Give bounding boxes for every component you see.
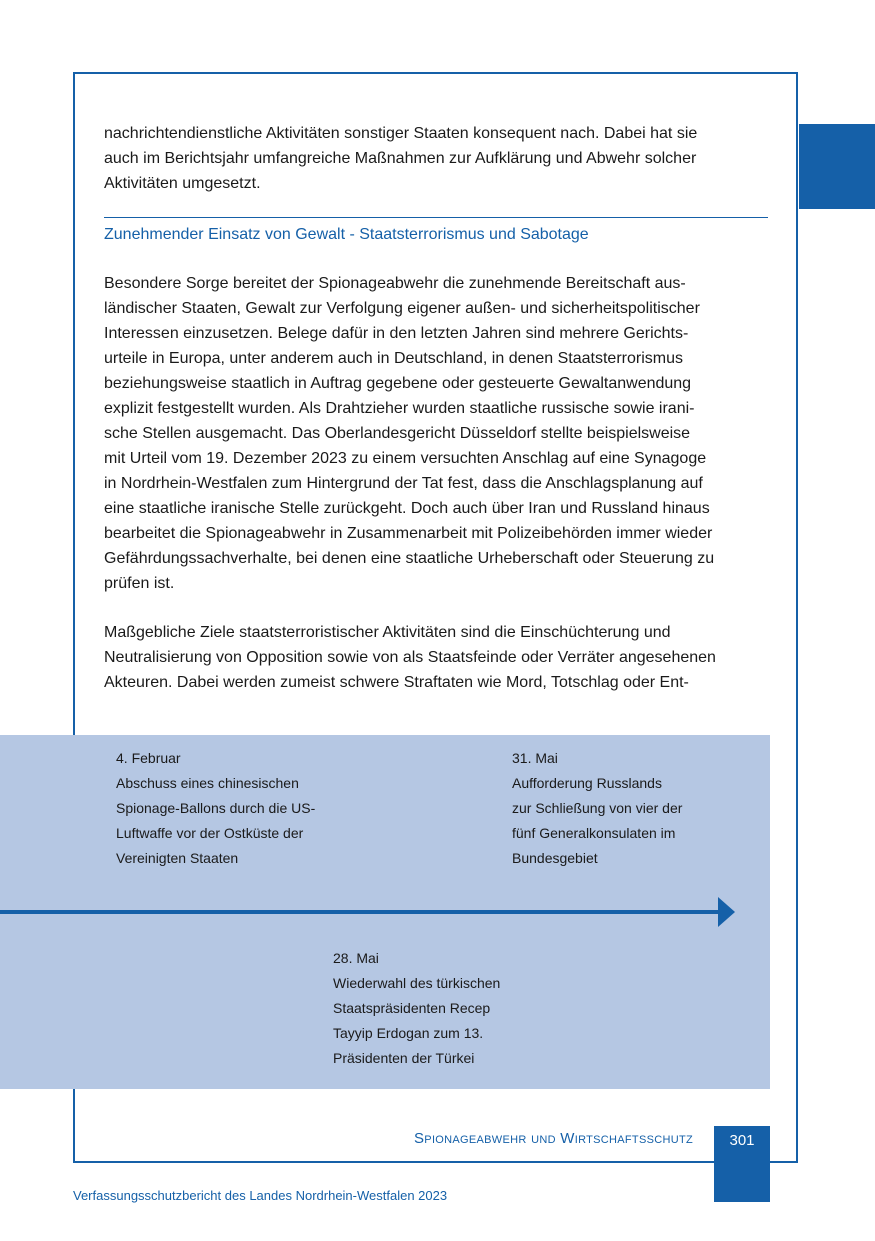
text-line: explizit festgestellt wurden. Als Drahtzieher wurden staatliche russische sowie irani- <box>104 400 695 417</box>
text-line: prüfen ist. <box>104 575 175 592</box>
event-text-line: fünf Generalkonsulaten im <box>512 825 676 841</box>
text-line: ländischer Staaten, Gewalt zur Verfolgung eigener außen- und sicherheitspolitischer <box>104 300 700 317</box>
event-text-line: zur Schließung von vier der <box>512 800 683 816</box>
text-line: auch im Berichtsjahr umfangreiche Maßnahmen zur Aufklärung und Abwehr solcher <box>104 150 697 167</box>
arrow-head-icon <box>718 897 735 927</box>
text-line: urteile in Europa, unter anderem auch in Deutschland, in denen Staatsterrorismus <box>104 350 683 367</box>
text-line: mit Urteil vom 19. Dezember 2023 zu einem versuchten Anschlag auf eine Synagoge <box>104 450 707 467</box>
text-line: Maßgebliche Ziele staatsterroristischer Aktivitäten sind die Einschüchterung und <box>104 624 671 641</box>
event-text-line: Staatspräsidenten Recep <box>333 1000 491 1016</box>
timeline-event-may-31 <box>512 746 682 871</box>
event-date: 4. Februar <box>116 750 181 766</box>
chapter-tab-marker <box>799 124 875 209</box>
timeline-event-feb-4 <box>116 746 315 871</box>
text-line: sche Stellen ausgemacht. Das Oberlandesgericht Düsseldorf stellte beispielsweise <box>104 425 691 442</box>
page-number: 301 <box>729 1132 755 1149</box>
event-text-line: Luftwaffe vor der Ostküste der <box>116 825 304 841</box>
text-line: Aktivitäten umgesetzt. <box>104 175 261 192</box>
text-line: Interessen einzusetzen. Belege dafür in den letzten Jahren sind mehrere Gerichts- <box>104 325 689 342</box>
section-heading: Zunehmender Einsatz von Gewalt - Staatsterrorismus und Sabotage <box>104 226 589 243</box>
event-text-line: Bundesgebiet <box>512 850 598 866</box>
text-line: Akteuren. Dabei werden zumeist schwere Straftaten wie Mord, Totschlag oder Ent- <box>104 674 689 691</box>
text-line: in Nordrhein-Westfalen zum Hintergrund der Tat fest, dass die Anschlagsplanung auf <box>104 475 703 492</box>
running-title: Spionageabwehr und Wirtschaftsschutz <box>414 1130 693 1147</box>
text-line: bearbeitet die Spionageabwehr in Zusammenarbeit mit Polizeibehörden immer wieder <box>104 525 713 542</box>
event-text-line: Wiederwahl des türkischen <box>333 975 501 991</box>
text-line: Besondere Sorge bereitet der Spionageabwehr die zunehmende Bereitschaft aus- <box>104 275 686 292</box>
event-text-line: Aufforderung Russlands <box>512 775 662 791</box>
timeline-panel <box>0 735 770 1089</box>
text-line: Gefährdungssachverhalte, bei denen eine staatliche Urheberschaft oder Steuerung zu <box>104 550 715 567</box>
paragraph-1 <box>104 271 768 596</box>
event-date: 28. Mai <box>333 950 379 966</box>
text-line: beziehungsweise staatlich in Auftrag gegebene oder gesteuerte Gewaltanwendung <box>104 375 692 392</box>
section-divider <box>104 217 768 218</box>
event-text-line: Tayyip Erdogan zum 13. <box>333 1025 484 1041</box>
event-text-line: Präsidenten der Türkei <box>333 1050 475 1066</box>
text-line: Neutralisierung von Opposition sowie von als Staatsfeinde oder Verräter angesehenen <box>104 649 716 666</box>
event-date: 31. Mai <box>512 750 558 766</box>
timeline-axis-line <box>0 910 720 914</box>
text-line: eine staatliche iranische Stelle zurückgeht. Doch auch über Iran und Russland hinaus <box>104 500 710 517</box>
timeline-event-may-28 <box>333 946 500 1071</box>
paragraph-2 <box>104 620 768 695</box>
event-text-line: Spionage-Ballons durch die US- <box>116 800 316 816</box>
text-line: nachrichtendienstliche Aktivitäten sonstiger Staaten konsequent nach. Dabei hat sie <box>104 125 698 142</box>
footer-publication-title: Verfassungsschutzbericht des Landes Nordrhein-Westfalen 2023 <box>73 1188 448 1203</box>
page-number-box <box>714 1126 770 1202</box>
intro-paragraph <box>104 121 768 196</box>
event-text-line: Abschuss eines chinesischen <box>116 775 299 791</box>
event-text-line: Vereinigten Staaten <box>116 850 239 866</box>
